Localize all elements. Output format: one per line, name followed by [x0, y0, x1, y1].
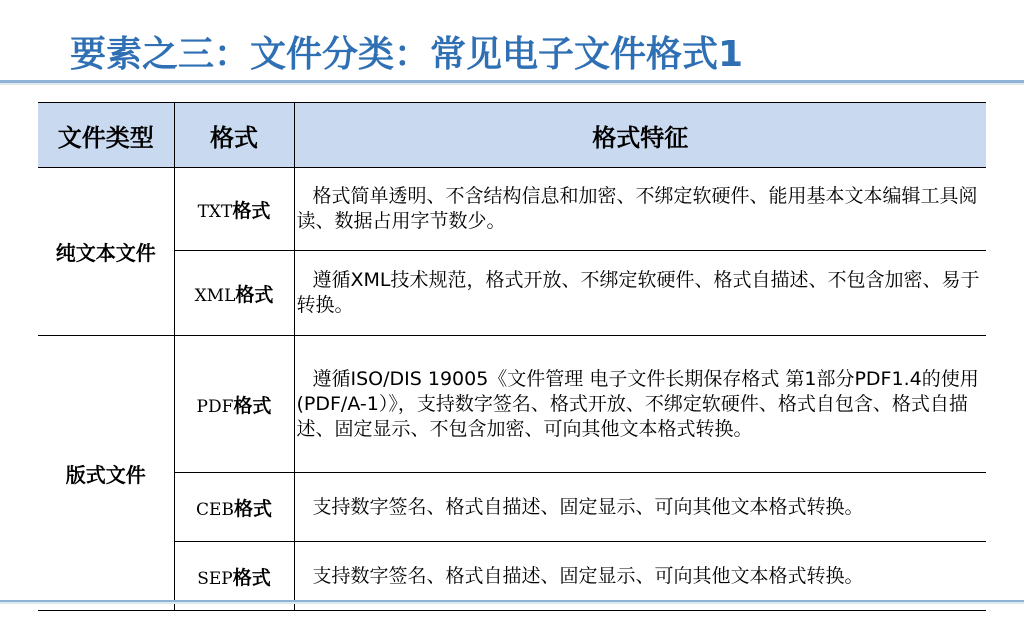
footer-divider-shadow [0, 602, 1024, 604]
format-suffix: 格式 [232, 199, 271, 222]
header-file-type: 文件类型 [38, 103, 174, 168]
file-format-table [38, 102, 986, 611]
description-text: 格式简单透明、不含结构信息和加密、不绑定软硬件、能用基本文本编辑工具阅读、数据占用字节数少。 [296, 185, 978, 232]
header-format: 格式 [174, 103, 294, 168]
format-description [294, 251, 986, 336]
title-divider-shadow [0, 83, 1024, 85]
format-cell-txt [174, 168, 294, 251]
format-description [294, 168, 986, 251]
header-features: 格式特征 [294, 103, 986, 168]
format-description [294, 336, 986, 473]
file-type-layout: 版式文件 [38, 336, 174, 611]
format-cell-xml [174, 251, 294, 336]
description-text: 遵循XML技术规范，格式开放、不绑定软硬件、格式自描述、不包含加密、易于转换。 [296, 269, 980, 316]
description-text: 支持数字签名、格式自描述、固定显示、可向其他文本格式转换。 [312, 495, 864, 518]
format-cell-pdf [174, 336, 294, 473]
format-suffix: 格式 [233, 394, 272, 417]
table-row [38, 336, 986, 473]
format-description [294, 473, 986, 542]
table-row [38, 473, 986, 542]
description-text: 支持数字签名、格式自描述、固定显示、可向其他文本格式转换。 [312, 564, 864, 587]
format-code: XML [194, 285, 236, 306]
description-text: 遵循ISO/DIS 19005《文件管理 电子文件长期保存格式 第1部分PDF1.4的使用(PDF/A-1）》，支持数字签名、格式开放、不绑定软硬件、格式自包含、格式自描述、固定显示、不包含加密、可向其他文本格式转换。 [296, 367, 979, 440]
table-header-row [38, 103, 986, 168]
format-cell-ceb [174, 473, 294, 542]
format-suffix: 格式 [235, 283, 274, 306]
format-code: TXT [197, 201, 233, 222]
format-suffix: 格式 [233, 497, 272, 520]
format-code: CEB [196, 499, 234, 520]
page-title: 要素之三：文件分类：常见电子文件格式1 [70, 34, 744, 75]
format-code: SEP [197, 568, 233, 589]
format-suffix: 格式 [232, 566, 271, 589]
file-type-plain-text: 纯文本文件 [38, 168, 174, 336]
table-row [38, 168, 986, 251]
table-row [38, 251, 986, 336]
format-code: PDF [196, 396, 234, 417]
